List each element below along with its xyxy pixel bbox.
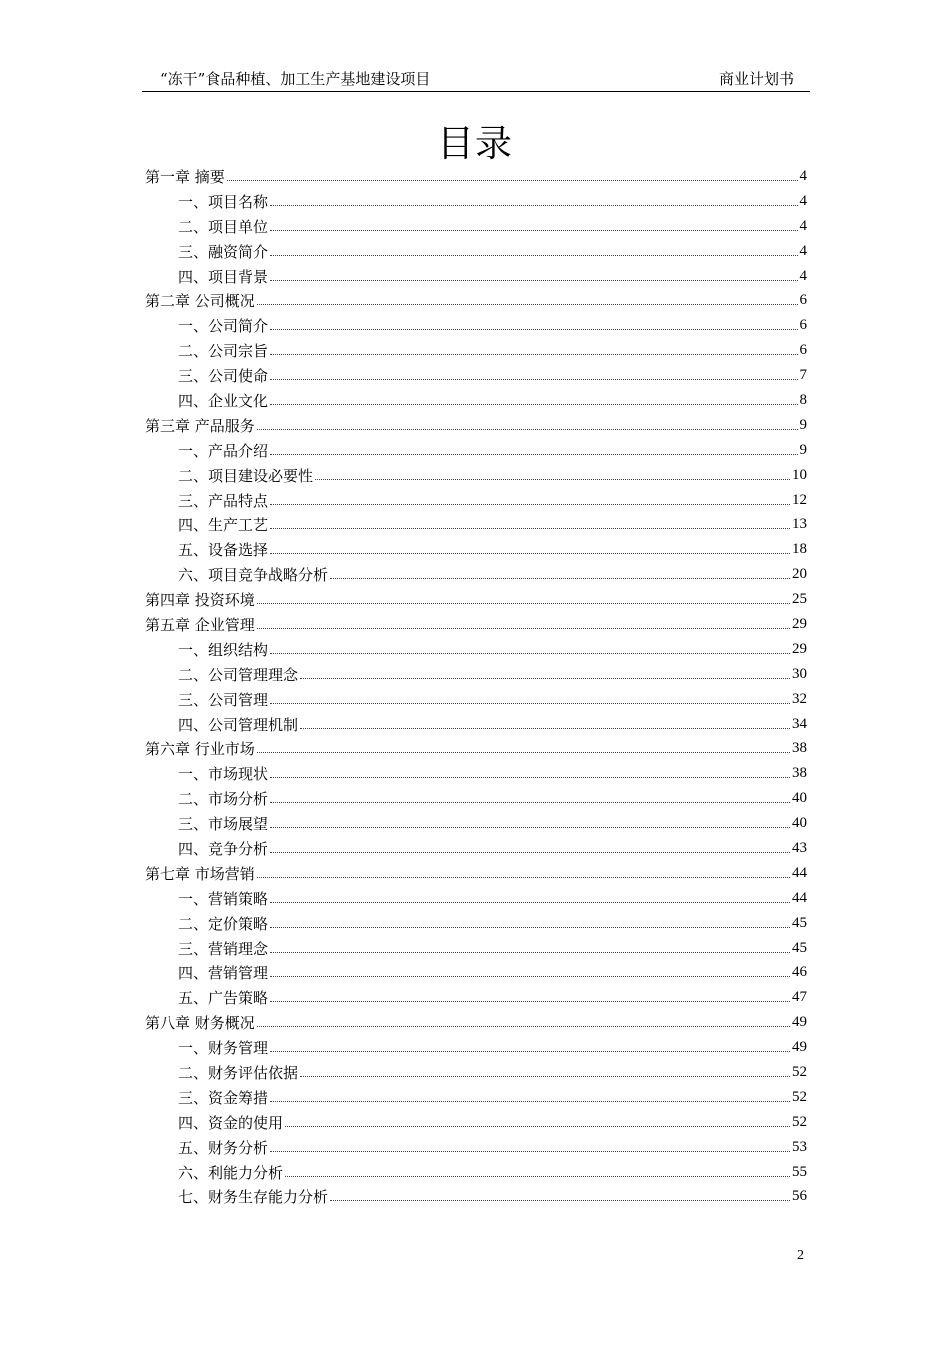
toc-section-entry[interactable] (145, 637, 807, 662)
toc-chapter-entry[interactable] (145, 1010, 807, 1035)
toc-entry-page: 52 (792, 1088, 807, 1105)
toc-leader-dots (270, 230, 797, 231)
toc-entry-label: 第二章 公司概况 (145, 292, 255, 311)
toc-leader-dots (270, 528, 790, 529)
toc-leader-dots (270, 329, 797, 330)
toc-entry-page: 7 (799, 367, 807, 384)
toc-chapter-entry[interactable] (145, 413, 807, 438)
toc-section-entry[interactable] (145, 239, 807, 264)
toc-entry-label: 一、产品介绍 (178, 441, 269, 460)
toc-section-entry[interactable] (145, 313, 807, 338)
toc-leader-dots (270, 354, 797, 355)
toc-entry-label: 三、产品特点 (178, 491, 269, 510)
toc-entry-page: 38 (792, 765, 807, 782)
toc-entry-page: 40 (792, 815, 807, 832)
toc-leader-dots (285, 1176, 790, 1177)
toc-section-entry[interactable] (145, 388, 807, 413)
toc-leader-dots (330, 578, 790, 579)
toc-section-entry[interactable] (145, 662, 807, 687)
toc-entry-label: 二、项目建设必要性 (178, 466, 314, 485)
toc-section-entry[interactable] (145, 961, 807, 986)
toc-chapter-entry[interactable] (145, 164, 807, 189)
toc-entry-label: 三、公司使命 (178, 367, 269, 386)
document-type: 商业计划书 (718, 70, 794, 88)
toc-leader-dots (270, 653, 790, 654)
project-title: “冻干”食品种植、加工生产基地建设项目 (160, 70, 431, 88)
toc-section-entry[interactable] (145, 1160, 807, 1185)
toc-entry-page: 4 (799, 242, 807, 259)
toc-leader-dots (270, 802, 790, 803)
toc-section-entry[interactable] (145, 562, 807, 587)
toc-leader-dots (270, 852, 790, 853)
toc-section-entry[interactable] (145, 836, 807, 861)
toc-leader-dots (257, 304, 798, 305)
toc-entry-page: 4 (799, 267, 807, 284)
toc-leader-dots (270, 255, 797, 256)
toc-section-entry[interactable] (145, 1110, 807, 1135)
toc-entry-label: 二、定价策略 (178, 914, 269, 933)
toc-leader-dots (270, 1101, 790, 1102)
page-number: 2 (797, 1248, 804, 1263)
toc-entry-label: 第七章 市场营销 (145, 864, 255, 883)
toc-leader-dots (257, 1026, 790, 1027)
toc-entry-label: 二、财务评估依据 (178, 1064, 299, 1082)
toc-leader-dots (270, 952, 790, 953)
toc-chapter-entry[interactable] (145, 861, 807, 886)
toc-leader-dots (270, 703, 790, 704)
toc-entry-page: 4 (799, 217, 807, 234)
toc-entry-page: 47 (792, 989, 807, 1006)
toc-leader-dots (300, 728, 790, 729)
toc-entry-label: 四、项目背景 (178, 267, 269, 286)
toc-entry-label: 一、组织结构 (178, 640, 269, 659)
toc-entry-label: 第三章 产品服务 (145, 416, 255, 435)
toc-entry-page: 6 (799, 292, 807, 309)
toc-entry-page: 45 (792, 914, 807, 931)
toc-entry-page: 44 (792, 889, 807, 906)
toc-entry-label: 五、设备选择 (178, 541, 269, 560)
toc-entry-page: 6 (799, 342, 807, 359)
toc-entry-label: 一、公司简介 (178, 317, 269, 336)
toc-leader-dots (270, 1151, 790, 1152)
toc-leader-dots (270, 1051, 790, 1052)
toc-entry-page: 49 (792, 1039, 807, 1056)
toc-entry-page: 12 (792, 491, 807, 508)
toc-section-entry[interactable] (145, 687, 807, 712)
toc-entry-page: 10 (792, 466, 807, 483)
toc-entry-page: 45 (792, 939, 807, 956)
toc-title: 目录 (437, 122, 513, 165)
toc-entry-label: 三、营销理念 (178, 939, 269, 958)
toc-entry-page: 44 (792, 864, 807, 881)
toc-entry-page: 40 (792, 790, 807, 807)
toc-entry-page: 53 (792, 1138, 807, 1155)
toc-leader-dots (270, 976, 790, 977)
toc-section-entry[interactable] (145, 886, 807, 911)
toc-section-entry[interactable] (145, 189, 807, 214)
toc-section-entry[interactable] (145, 936, 807, 961)
toc-entry-label: 一、营销策略 (178, 889, 269, 908)
toc-entry-label: 二、公司宗旨 (178, 342, 269, 361)
toc-entry-label: 四、公司管理机制 (178, 715, 299, 734)
toc-entry-label: 四、资金的使用 (178, 1113, 284, 1132)
toc-leader-dots (270, 404, 797, 405)
table-of-contents (145, 164, 807, 1209)
toc-section-entry[interactable] (145, 438, 807, 463)
toc-leader-dots (315, 479, 790, 480)
toc-entry-label: 第五章 企业管理 (145, 615, 255, 634)
toc-section-entry[interactable] (145, 488, 807, 513)
toc-leader-dots (257, 603, 790, 604)
toc-leader-dots (257, 628, 790, 629)
toc-section-entry[interactable] (145, 1060, 807, 1085)
toc-entry-page: 29 (792, 615, 807, 632)
toc-leader-dots (270, 553, 790, 554)
toc-entry-page: 30 (792, 665, 807, 682)
toc-entry-label: 一、项目名称 (178, 192, 269, 211)
page-header (142, 64, 810, 92)
toc-section-entry[interactable] (145, 363, 807, 388)
toc-section-entry[interactable] (145, 1085, 807, 1110)
toc-leader-dots (300, 1076, 790, 1077)
toc-entry-page: 56 (792, 1188, 807, 1205)
toc-entry-label: 三、资金筹措 (178, 1088, 269, 1107)
toc-entry-page: 8 (799, 391, 807, 408)
toc-chapter-entry[interactable] (145, 612, 807, 637)
toc-entry-page: 25 (792, 591, 807, 608)
toc-entry-label: 二、市场分析 (178, 790, 269, 809)
toc-section-entry[interactable] (145, 1185, 807, 1210)
toc-entry-label: 四、营销管理 (178, 964, 269, 983)
toc-entry-label: 三、公司管理 (178, 690, 269, 709)
toc-entry-page: 9 (799, 441, 807, 458)
toc-entry-label: 六、项目竞争战略分析 (178, 566, 329, 585)
toc-section-entry[interactable] (145, 1135, 807, 1160)
toc-leader-dots (257, 429, 798, 430)
toc-leader-dots (270, 280, 797, 281)
toc-section-entry[interactable] (145, 463, 807, 488)
toc-chapter-entry[interactable] (145, 288, 807, 313)
toc-section-entry[interactable] (145, 786, 807, 811)
toc-entry-page: 38 (792, 740, 807, 757)
toc-section-entry[interactable] (145, 338, 807, 363)
toc-leader-dots (300, 678, 790, 679)
toc-entry-page: 9 (799, 416, 807, 433)
toc-section-entry[interactable] (145, 811, 807, 836)
toc-entry-label: 四、竞争分析 (178, 839, 269, 858)
toc-entry-page: 4 (799, 167, 807, 184)
toc-leader-dots (270, 777, 790, 778)
toc-leader-dots (270, 1001, 790, 1002)
toc-entry-page: 43 (792, 839, 807, 856)
toc-section-entry[interactable] (145, 911, 807, 936)
toc-entry-label: 七、财务生存能力分析 (178, 1188, 329, 1207)
toc-entry-page: 55 (792, 1163, 807, 1180)
toc-entry-label: 五、广告策略 (178, 989, 269, 1008)
toc-entry-label: 三、市场展望 (178, 815, 269, 834)
toc-section-entry[interactable] (145, 712, 807, 737)
toc-entry-label: 第六章 行业市场 (145, 740, 255, 759)
toc-leader-dots (227, 180, 798, 181)
toc-entry-page: 29 (792, 640, 807, 657)
toc-leader-dots (285, 1126, 790, 1127)
toc-section-entry[interactable] (145, 264, 807, 289)
toc-leader-dots (270, 827, 790, 828)
toc-section-entry[interactable] (145, 985, 807, 1010)
toc-entry-label: 第八章 财务概况 (145, 1014, 255, 1033)
toc-leader-dots (270, 902, 790, 903)
toc-entry-page: 20 (792, 566, 807, 583)
toc-entry-page: 49 (792, 1014, 807, 1031)
toc-entry-page: 13 (792, 516, 807, 533)
toc-entry-page: 52 (792, 1113, 807, 1130)
toc-entry-label: 五、财务分析 (178, 1138, 269, 1157)
toc-entry-page: 52 (792, 1064, 807, 1080)
toc-section-entry[interactable] (145, 512, 807, 537)
toc-entry-label: 三、融资简介 (178, 242, 269, 261)
toc-leader-dots (270, 927, 790, 928)
toc-section-entry[interactable] (145, 761, 807, 786)
toc-entry-label: 六、利能力分析 (178, 1163, 284, 1182)
toc-entry-label: 一、财务管理 (178, 1039, 269, 1058)
toc-entry-label: 四、生产工艺 (178, 516, 269, 535)
toc-entry-page: 18 (792, 541, 807, 558)
toc-entry-page: 6 (799, 317, 807, 334)
toc-entry-page: 34 (792, 715, 807, 732)
toc-leader-dots (270, 504, 790, 505)
toc-leader-dots (330, 1200, 790, 1201)
toc-chapter-entry[interactable] (145, 736, 807, 761)
toc-entry-page: 46 (792, 964, 807, 981)
toc-leader-dots (257, 752, 790, 753)
toc-entry-page: 4 (799, 192, 807, 209)
toc-leader-dots (257, 877, 790, 878)
toc-chapter-entry[interactable] (145, 587, 807, 612)
toc-entry-label: 四、企业文化 (178, 391, 269, 410)
toc-entry-label: 第一章 摘要 (145, 167, 225, 186)
toc-leader-dots (270, 379, 797, 380)
toc-entry-label: 第四章 投资环境 (145, 591, 255, 610)
toc-entry-label: 二、公司管理理念 (178, 665, 299, 684)
toc-section-entry[interactable] (145, 214, 807, 239)
toc-entry-label: 二、项目单位 (178, 217, 269, 236)
toc-section-entry[interactable] (145, 537, 807, 562)
toc-entry-page: 32 (792, 690, 807, 707)
toc-entry-label: 一、市场现状 (178, 765, 269, 784)
toc-leader-dots (270, 205, 797, 206)
toc-leader-dots (270, 454, 797, 455)
toc-section-entry[interactable] (145, 1035, 807, 1060)
